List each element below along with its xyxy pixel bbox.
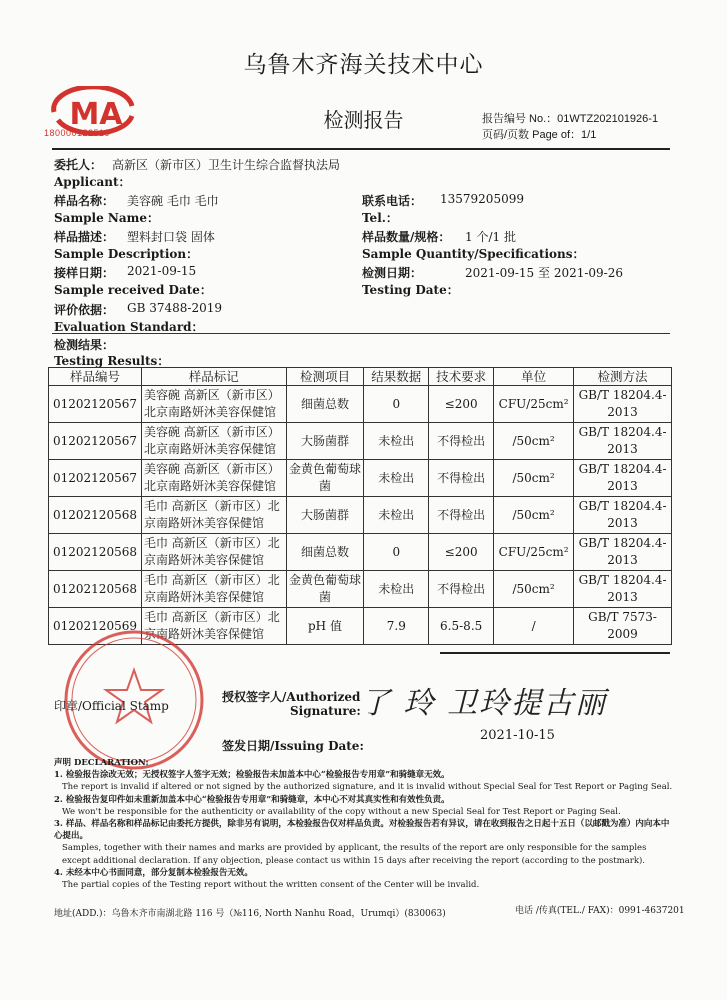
table-row	[49, 571, 672, 608]
client-label: 委托人：	[54, 158, 103, 172]
table-row	[49, 423, 672, 460]
cell-sample-mark: 毛巾 高新区（新市区）北京南路妍沐美容保健馆	[141, 571, 286, 608]
cell-method: GB/T 18204.4-2013	[574, 534, 672, 571]
cell-result: 未检出	[364, 571, 429, 608]
declaration-line-cn: 1. 检验报告涂改无效；无授权签字人签字无效；检验报告未加盖本中心“检验报告专用章”和骑缝章无效。	[54, 770, 450, 781]
footer-address: 地址(ADD.)：乌鲁木齐市南湖北路 116 号（№116, North Nanhu Road，Urumqi）(830063)	[54, 909, 446, 919]
tel-label: 联系电话：	[362, 194, 423, 208]
cell-sample-id: 01202120567	[49, 386, 142, 423]
cell-sample-mark: 毛巾 高新区（新市区）北京南路妍沐美容保健馆	[141, 608, 286, 645]
authorized-label-en: Signature:	[290, 704, 361, 718]
stamp-label: 印章/Official Stamp	[54, 699, 169, 713]
cell-sample-mark: 美容碗 高新区（新市区）北京南路妍沐美容保健馆	[141, 386, 286, 423]
issue-date-value: 2021-10-15	[480, 728, 555, 743]
report-title: 检测报告	[323, 108, 404, 132]
declaration-line-en: Samples, together with their names and marks are provided by applicant, the results of the report are only responsible for the samples except additional declaration. If any objection, please contact us within 15 days after receiving the report (according to the postmark).	[62, 843, 647, 866]
qty-value: 1 个/1 批	[465, 230, 516, 244]
cell-unit: /50cm²	[494, 460, 574, 497]
cell-test-item: pH 值	[286, 608, 364, 645]
sample-name-value: 美容碗 毛巾 毛巾	[127, 194, 219, 208]
recv-label: 接样日期：	[54, 266, 115, 280]
cell-requirement: 不得检出	[429, 497, 494, 534]
handwritten-signature: 了 玲 卫玲提古丽	[360, 686, 608, 721]
test-date-label: 检测日期：	[362, 266, 423, 280]
cell-method: GB/T 7573-2009	[574, 608, 672, 645]
cell-unit: /50cm²	[494, 423, 574, 460]
cell-requirement: 6.5-8.5	[429, 608, 494, 645]
cell-method: GB/T 18204.4-2013	[574, 497, 672, 534]
cell-unit: /50cm²	[494, 571, 574, 608]
cell-sample-mark: 毛巾 高新区（新市区）北京南路妍沐美容保健馆	[141, 534, 286, 571]
table-header-row	[49, 368, 672, 386]
page-info: 页码/页数 Page of：1/1	[482, 129, 597, 141]
cell-requirement: 不得检出	[429, 460, 494, 497]
signature-divider	[440, 652, 670, 654]
sample-name-label-en: Sample Name：	[54, 211, 159, 225]
desc-label-en: Sample Description：	[54, 247, 199, 261]
declaration-line-en: The report is invalid if altered or not signed by the authorized signature, and it is invalid without Special Seal for Test Report or Paging Seal.	[62, 782, 673, 793]
qty-label: 样品数量/规格：	[362, 230, 451, 244]
table-row	[49, 497, 672, 534]
results-label: 检测结果：	[54, 338, 115, 352]
cell-sample-id: 01202120568	[49, 534, 142, 571]
cell-sample-id: 01202120568	[49, 571, 142, 608]
table-row	[49, 460, 672, 497]
qty-label-en: Sample Quantity/Specifications：	[362, 247, 585, 261]
cell-requirement: ≤200	[429, 534, 494, 571]
cell-sample-id: 01202120567	[49, 423, 142, 460]
tel-label-en: Tel.：	[362, 211, 398, 225]
cell-unit: /	[494, 608, 574, 645]
col-sample-mark: 样品标记	[141, 368, 286, 386]
sample-name-label: 样品名称：	[54, 194, 115, 208]
report-number: 报告编号 No.：01WTZ202101926-1	[482, 113, 659, 125]
recv-label-en: Sample received Date：	[54, 283, 212, 297]
table-row	[49, 386, 672, 423]
issue-date-label: 签发日期/Issuing Date:	[222, 739, 364, 753]
col-result: 结果数据	[364, 368, 429, 386]
cell-unit: CFU/25cm²	[494, 534, 574, 571]
cell-test-item: 大肠菌群	[286, 497, 364, 534]
authorized-label: 授权签字人/Authorized	[222, 690, 361, 704]
ma-logo-text: MA	[69, 97, 123, 132]
results-table	[48, 367, 672, 645]
col-unit: 单位	[494, 368, 574, 386]
declaration-line-cn: 4. 未经本中心书面同意，部分复制本检验报告无效。	[54, 867, 253, 878]
tel-value: 13579205099	[440, 192, 524, 206]
desc-value: 塑料封口袋 固体	[127, 230, 215, 244]
cell-test-item: 大肠菌群	[286, 423, 364, 460]
center-name: 乌鲁木齐海关技术中心	[243, 52, 484, 78]
cell-sample-id: 01202120567	[49, 460, 142, 497]
cell-method: GB/T 18204.4-2013	[574, 423, 672, 460]
cell-unit: /50cm²	[494, 497, 574, 534]
client-label-en: Applicant：	[54, 175, 131, 189]
col-sample-id: 样品编号	[49, 368, 142, 386]
client-value: 高新区（新市区）卫生计生综合监督执法局	[112, 158, 341, 172]
cell-sample-mark: 毛巾 高新区（新市区）北京南路妍沐美容保健馆	[141, 497, 286, 534]
cell-test-item: 金黄色葡萄球菌	[286, 460, 364, 497]
col-requirement: 技术要求	[429, 368, 494, 386]
cell-requirement: 不得检出	[429, 571, 494, 608]
declaration	[54, 757, 674, 891]
cell-method: GB/T 18204.4-2013	[574, 386, 672, 423]
cell-sample-id: 01202120568	[49, 497, 142, 534]
col-test-item: 检测项目	[286, 368, 364, 386]
cell-requirement: 不得检出	[429, 423, 494, 460]
declaration-line-cn: 3. 样品、样品名称和样品标记由委托方提供，除非另有说明，本检验报告仅对样品负责。对检验报告若有异议，请在收到报告之日起十五日（以邮戳为准）内向本中心提出。	[54, 819, 670, 842]
results-label-en: Testing Results：	[54, 354, 170, 368]
std-value: GB 37488-2019	[127, 301, 222, 315]
recv-value: 2021-09-15	[127, 264, 197, 278]
cell-requirement: ≤200	[429, 386, 494, 423]
cell-sample-mark: 美容碗 高新区（新市区）北京南路妍沐美容保健馆	[141, 423, 286, 460]
cell-unit: CFU/25cm²	[494, 386, 574, 423]
table-row	[49, 534, 672, 571]
col-method: 检测方法	[574, 368, 672, 386]
cell-sample-id: 01202120569	[49, 608, 142, 645]
declaration-line-en: The partial copies of the Testing report without the written consent of the Center will be invalid.	[62, 880, 480, 891]
ma-code: 180000122519	[44, 128, 111, 138]
cell-method: GB/T 18204.4-2013	[574, 571, 672, 608]
test-date-label-en: Testing Date：	[362, 283, 459, 297]
desc-label: 样品描述：	[54, 230, 115, 244]
declaration-line-cn: 2. 检验报告复印件如未重新加盖本中心“检验报告专用章”和骑缝章，本中心不对其真实性和有效性负责。	[54, 794, 450, 805]
test-date-value: 2021-09-15 至 2021-09-26	[465, 266, 624, 280]
cell-test-item: 细菌总数	[286, 386, 364, 423]
cell-test-item: 细菌总数	[286, 534, 364, 571]
cell-result: 未检出	[364, 497, 429, 534]
cell-result: 0	[364, 386, 429, 423]
footer-phone: 电话 /传真(TEL./ FAX)：0991-4637201	[515, 906, 685, 916]
cell-test-item: 金黄色葡萄球菌	[286, 571, 364, 608]
cell-result: 0	[364, 534, 429, 571]
results-divider	[52, 333, 670, 334]
cell-sample-mark: 美容碗 高新区（新市区）北京南路妍沐美容保健馆	[141, 460, 286, 497]
std-label-en: Evaluation Standard：	[54, 320, 204, 334]
cell-result: 未检出	[364, 423, 429, 460]
cell-method: GB/T 18204.4-2013	[574, 460, 672, 497]
cell-result: 7.9	[364, 608, 429, 645]
cell-result: 未检出	[364, 460, 429, 497]
header-divider	[52, 148, 670, 150]
std-label: 评价依据：	[54, 303, 115, 317]
declaration-title: 声明 DECLARATION:	[54, 758, 149, 768]
declaration-line-en: We won't be responsible for the authenticity or availability of the copy without a new Special Seal for Test Report or Paging Seal.	[62, 806, 621, 817]
